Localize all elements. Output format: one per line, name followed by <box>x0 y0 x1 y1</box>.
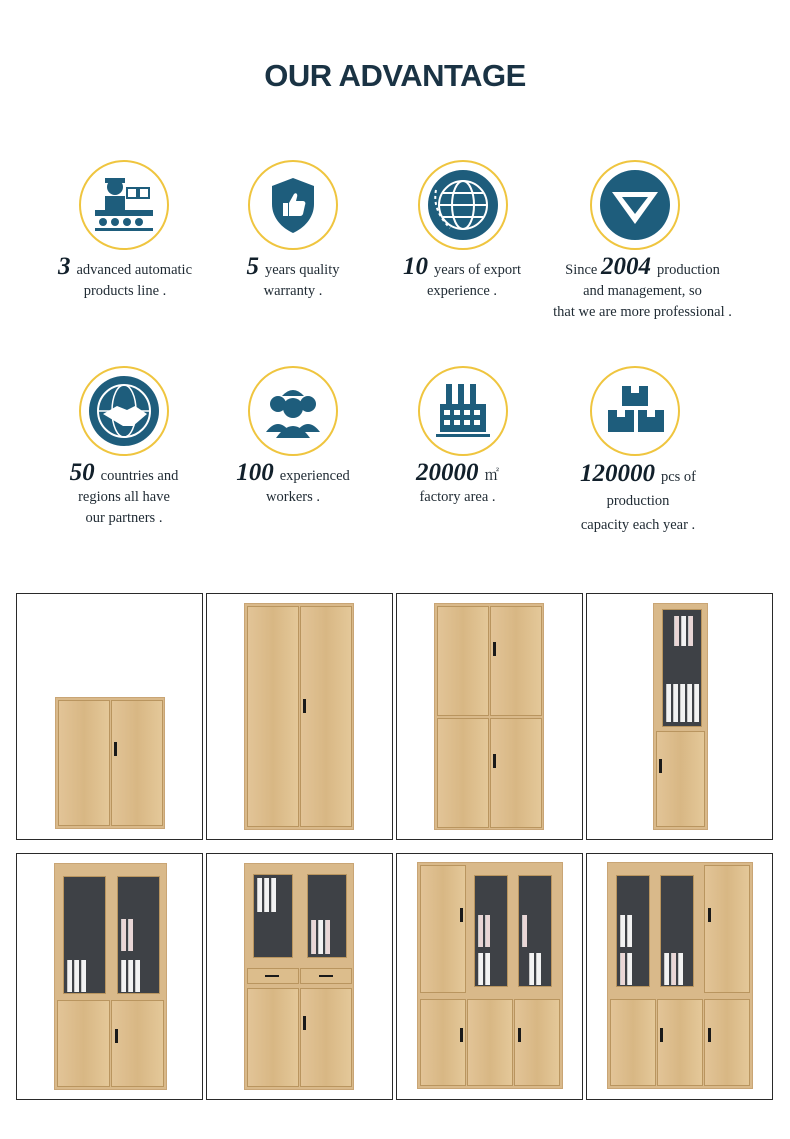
product-low-two-door-cabinet[interactable] <box>16 593 203 840</box>
product-tall-two-door-cabinet[interactable] <box>206 593 393 840</box>
handshake-globe-icon <box>79 366 169 456</box>
cabinet-image <box>653 603 708 830</box>
page-title: OUR ADVANTAGE <box>264 58 526 93</box>
factory-worker-icon <box>79 160 169 250</box>
cabinet-image <box>55 697 165 829</box>
cabinet-image <box>244 863 354 1090</box>
cabinet-image <box>434 603 544 830</box>
feature-number: 2004 <box>601 253 651 280</box>
cabinet-image <box>244 603 354 830</box>
cabinet-image <box>54 863 167 1090</box>
factory-building-icon <box>418 366 508 456</box>
product-narrow-glass-cabinet[interactable] <box>586 593 773 840</box>
shield-thumbs-up-icon <box>248 160 338 250</box>
product-three-section-glass-cabinet[interactable] <box>396 853 583 1100</box>
feature-number: 100 <box>236 459 274 486</box>
product-four-door-cabinet[interactable] <box>396 593 583 840</box>
feature-number: 20000 <box>416 459 479 486</box>
globe-export-icon <box>418 160 508 250</box>
feature-number: 50 <box>69 459 95 486</box>
diamond-icon <box>590 160 680 250</box>
product-glass-drawer-cabinet[interactable] <box>206 853 393 1100</box>
product-three-section-glass-cabinet-alt[interactable] <box>586 853 773 1100</box>
product-glass-top-cabinet[interactable] <box>16 853 203 1100</box>
feature-number: 120000 <box>579 460 655 487</box>
workers-group-icon <box>248 366 338 456</box>
feature-number: 3 <box>57 253 71 280</box>
feature-number: 10 <box>403 253 429 280</box>
cabinet-image <box>417 862 563 1089</box>
feature-number: 5 <box>246 253 259 280</box>
cabinet-image <box>607 862 753 1089</box>
boxes-icon <box>590 366 680 456</box>
